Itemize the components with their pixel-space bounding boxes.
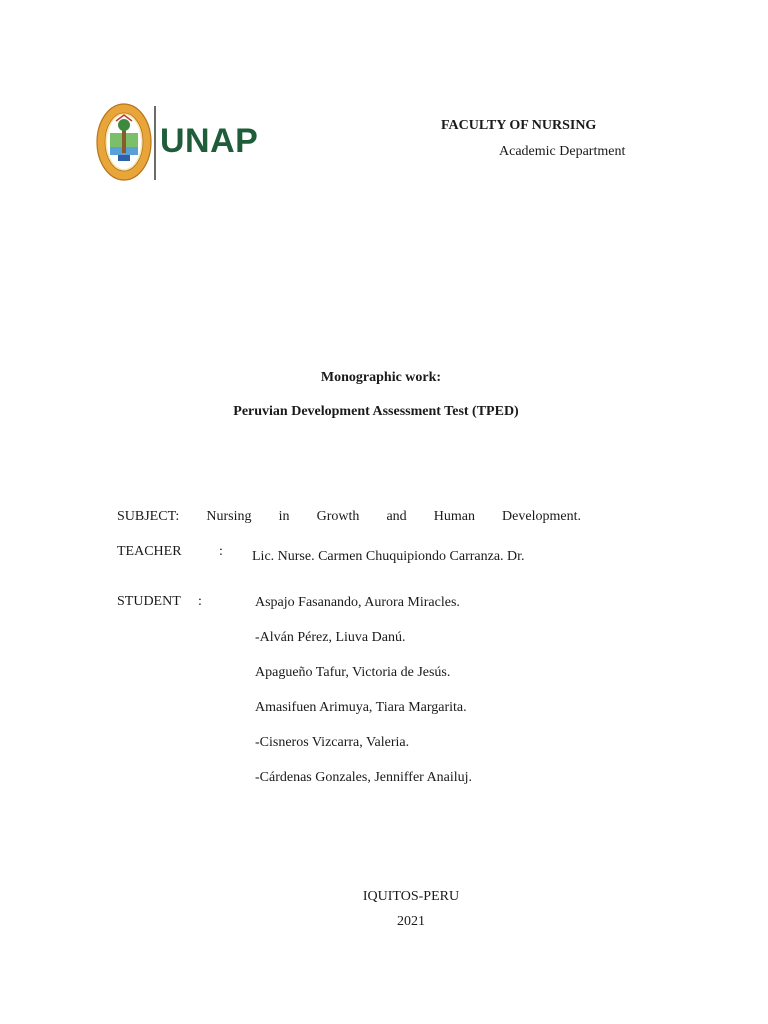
subject-row <box>117 509 581 525</box>
student-label: STUDENT <box>117 594 181 609</box>
document-type: Monographic work: <box>320 370 442 385</box>
subject-word: Human <box>433 509 475 524</box>
subject-word: Development. <box>502 509 581 524</box>
student-name: -Cárdenas Gonzales, Jenniffer Anailuj. <box>255 770 473 785</box>
city-location: IQUITOS-PERU <box>362 889 460 904</box>
subject-word: Growth <box>316 509 360 524</box>
document-title: Peruvian Development Assessment Test (TPED) <box>233 404 519 419</box>
student-name: -Cisneros Vizcarra, Valeria. <box>255 735 410 750</box>
student-name: Amasifuen Arimuya, Tiara Margarita. <box>255 700 467 715</box>
student-name: -Alván Pérez, Liuva Danú. <box>255 630 406 645</box>
university-seal-logo <box>96 103 152 181</box>
student-name: Apagueño Tafur, Victoria de Jesús. <box>255 665 451 680</box>
subject-word: Nursing <box>206 509 252 524</box>
logo-divider <box>154 106 156 180</box>
subject-label: SUBJECT: <box>117 509 180 524</box>
document-year: 2021 <box>397 914 425 929</box>
student-name: Aspajo Fasanando, Aurora Miracles. <box>255 595 460 610</box>
unap-wordmark: UNAP <box>160 122 259 160</box>
faculty-heading: FACULTY OF NURSING <box>441 118 597 133</box>
department-heading: Academic Department <box>499 144 626 159</box>
student-list <box>255 594 472 804</box>
subject-word: and <box>386 509 407 524</box>
teacher-name: Lic. Nurse. Carmen Chuquipiondo Carranza. Dr. <box>252 549 525 564</box>
subject-word: in <box>278 509 290 524</box>
teacher-label: TEACHER <box>117 544 182 559</box>
student-colon: : <box>198 594 202 609</box>
teacher-colon: : <box>219 544 223 559</box>
